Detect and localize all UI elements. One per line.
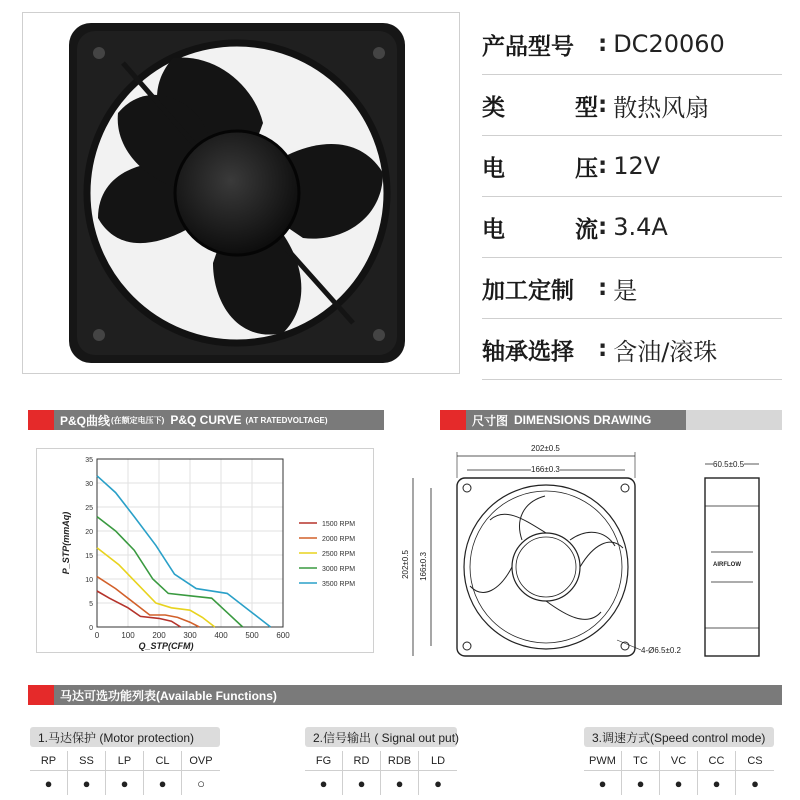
x-tick-label: 0 [94,631,100,640]
supported-dot: ● [674,775,683,791]
series-line-2000-rpm [97,577,199,627]
x-tick-label: 600 [276,631,290,640]
spec-row-bearing [482,319,782,380]
supported-dot: ● [319,775,328,791]
dims-title-cn: 尺寸图 [472,413,509,428]
func-group-title: 3.调速方式(Speed control mode) [584,727,774,747]
pq-section-bar [28,410,384,430]
x-tick-label: 400 [214,631,228,640]
y-tick-label: 25 [85,505,93,512]
func-col-fg [305,751,343,795]
func-col-tc [622,751,660,795]
spec-value: 含油/滚珠 [613,337,718,366]
func-code: CC [698,751,735,771]
func-table [584,751,774,795]
spec-label: 类 型 [482,94,598,121]
dimensions-svg [405,440,785,670]
legend-label: 2000 RPM [322,536,356,543]
pq-title-en-small: (AT RATEDVOLTAGE) [245,415,328,425]
supported-dot: ● [751,775,759,791]
spec-colon: : [598,336,608,362]
spec-label: 电 压 [482,155,598,182]
airflow-label: AIRFLOW [713,562,741,568]
y-tick-label: 30 [85,481,93,488]
func-col-vc [660,751,698,795]
x-tick-label: 500 [245,631,259,640]
func-col-cl [144,751,182,795]
spec-row-voltage [482,136,782,197]
func-table [305,751,457,795]
pq-title-cn-small: (在额定电压下) [111,415,165,425]
pq-title-cn: P&Q曲线 [60,413,111,428]
dim-hole-spacing-v: 166±0.3 [418,552,428,581]
spec-label: 产品型号 [482,33,574,60]
pq-chart [37,449,375,654]
legend-label: 1500 RPM [322,521,356,528]
func-code: FG [305,751,342,771]
func-code: PWM [584,751,621,771]
x-tick-label: 300 [183,631,197,640]
dims-section-bar [440,410,782,430]
spec-row-custom [482,258,782,319]
spec-label: 加工定制 [482,277,574,304]
legend-label: 2500 RPM [322,551,356,558]
supported-dot: ● [82,775,91,791]
func-code: CL [144,751,181,771]
func-col-ovp [182,751,220,795]
spec-row-model [482,14,782,75]
func-col-lp [106,751,144,795]
series-line-1500-rpm [97,591,181,627]
dim-outer-height: 202±0.5 [400,550,410,579]
func-col-rdb [381,751,419,795]
dim-outer-width: 202±0.5 [531,444,560,453]
func-code: VC [660,751,697,771]
x-tick-label: 100 [121,631,135,640]
spec-value: 3.4A [613,213,668,241]
func-code: RD [343,751,380,771]
y-axis-label: P_STP(mmAq) [61,511,71,575]
section-marker [440,410,466,430]
section-marker [28,685,54,705]
spec-colon: : [598,275,608,301]
supported-dot: ● [44,775,53,791]
func-code: RP [30,751,67,771]
x-tick-label: 200 [152,631,166,640]
func-group-signal-output [305,727,460,795]
section-marker [28,410,54,430]
product-photo [22,12,460,374]
supported-dot: ● [357,775,366,791]
supported-dot: ● [598,775,607,791]
func-group-speed-control [584,727,774,795]
series-line-3500-rpm [97,476,271,627]
y-tick-label: 10 [85,577,93,584]
y-tick-label: 15 [85,553,93,560]
func-col-rd [343,751,381,795]
spec-colon: : [598,214,608,240]
dimensions-drawing [400,440,785,670]
func-code: LD [419,751,457,771]
func-group-title: 1.马达保护 (Motor protection) [30,727,220,747]
x-axis-label: Q_STP(CFM) [138,641,194,651]
func-col-cs [736,751,774,795]
spec-label: 电 流 [482,216,598,243]
func-col-rp [30,751,68,795]
supported-dot: ● [434,775,442,791]
dim-depth: 60.5±0.5 [713,460,745,469]
dims-title-en: DIMENSIONS DRAWING [514,413,652,427]
dim-hole-spacing: 166±0.3 [531,465,560,474]
func-code: LP [106,751,143,771]
spec-row-current [482,197,782,258]
y-tick-label: 20 [85,529,93,536]
supported-dot: ● [395,775,404,791]
functions-title: 马达可选功能列表(Available Functions) [54,685,782,705]
y-tick-label: 5 [89,601,93,608]
functions-section-bar [28,685,782,705]
spec-label: 轴承选择 [482,338,574,365]
pq-title-en: P&Q CURVE [170,413,242,427]
legend-label: 3000 RPM [322,566,356,573]
func-code: SS [68,751,105,771]
spec-value: 散热风扇 [613,93,710,122]
func-code: CS [736,751,774,771]
legend-label: 3500 RPM [322,581,356,588]
spec-value: 是 [613,276,638,305]
y-tick-label: 0 [89,625,93,632]
func-col-cc [698,751,736,795]
spec-colon: : [598,31,608,57]
func-code: OVP [182,751,220,771]
func-col-ld [419,751,457,795]
dims-section-title [466,410,686,430]
spec-row-type [482,75,782,136]
func-group-title: 2.信号输出 ( Signal out put) [305,727,457,747]
fan-image [23,13,461,375]
pq-chart-frame [36,448,374,653]
spec-value: DC20060 [613,30,725,58]
optional-circle: ○ [197,775,205,791]
func-code: TC [622,751,659,771]
spec-colon: : [598,153,608,179]
supported-dot: ● [712,775,721,791]
func-col-pwm [584,751,622,795]
supported-dot: ● [158,775,167,791]
func-code: RDB [381,751,418,771]
supported-dot: ● [120,775,129,791]
func-col-ss [68,751,106,795]
spec-colon: : [598,92,608,118]
func-group-motor-protection [30,727,220,795]
spec-value: 12V [613,152,661,180]
dim-holes: 4-Ø6.5±0.2 [641,646,681,655]
y-tick-label: 35 [85,457,93,464]
pq-section-title [54,410,384,430]
func-table [30,751,220,795]
supported-dot: ● [636,775,645,791]
